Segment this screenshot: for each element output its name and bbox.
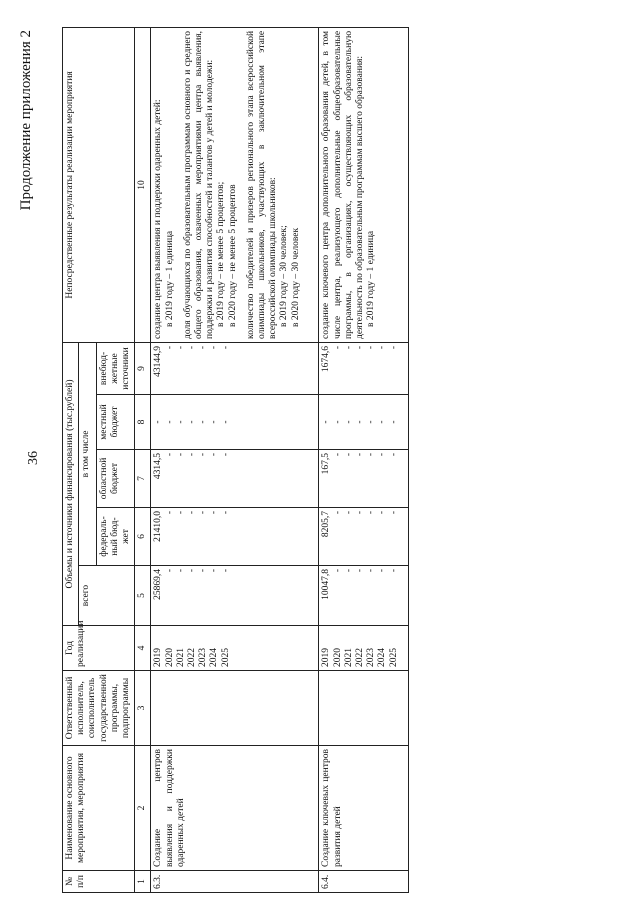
amount-value: - (355, 511, 366, 515)
result-text: в 2019 году – не менее 5 процентов; (216, 181, 227, 327)
amount-value: - (187, 420, 198, 424)
amount-value: - (153, 420, 164, 424)
row-number: 6.3. (151, 871, 319, 893)
year-value: 2020 (164, 648, 175, 667)
amount-value: - (187, 511, 198, 515)
header-extra: внебюд-жетные источники (96, 342, 135, 394)
col-number: 6 (135, 508, 151, 566)
header-regional: областной бюджет (96, 450, 135, 508)
amount-value: - (355, 420, 366, 424)
amount-value: - (198, 420, 209, 424)
regional-cell (151, 450, 319, 508)
amount-value: 43144,9 (153, 345, 164, 377)
amount-value: - (355, 569, 366, 573)
amount-value: - (343, 569, 354, 573)
year-value: 2023 (198, 648, 209, 667)
amount-value: - (187, 569, 198, 573)
amount-value: - (198, 345, 209, 350)
federal-cell (319, 508, 409, 566)
executor-cell (319, 671, 409, 746)
result-text: в 2020 году – не менее 5 процентов (227, 184, 238, 327)
amount-value: - (164, 569, 175, 573)
extra-cell (151, 342, 319, 394)
year-value: 2021 (343, 648, 354, 667)
header-federal: федераль-ный бюд-жет (96, 508, 135, 566)
amount-value: - (366, 511, 377, 515)
amount-value: - (332, 345, 343, 350)
amount-value: - (343, 420, 354, 424)
total-cell (319, 566, 409, 626)
amount-value: - (377, 453, 388, 457)
col-number: 3 (135, 671, 151, 746)
amount-value: - (332, 511, 343, 515)
header-financing: Объемы и источники финансирования (тыс.рублей) (63, 342, 79, 625)
total-cell (151, 566, 319, 626)
amount-value: - (366, 569, 377, 573)
amount-value: 8205,7 (321, 511, 332, 538)
table-row (151, 27, 319, 892)
amount-value: - (388, 420, 399, 424)
amount-value: 25869,4 (153, 569, 164, 600)
page-number: 36 (26, 451, 41, 465)
amount-value: 167,5 (321, 453, 332, 475)
year-value: 2022 (187, 648, 198, 667)
header-name: Наименование основного мероприятия, мероприятия (63, 746, 135, 871)
amount-value: - (220, 511, 231, 515)
amount-value: - (388, 453, 399, 457)
amount-value: - (164, 345, 175, 350)
header-total: всего (79, 566, 135, 626)
amount-value: - (343, 511, 354, 515)
header-executor: Ответственный исполнитель, соисполнитель государственной программы, подпрограммы (63, 671, 135, 746)
amount-value: - (366, 453, 377, 457)
result-text: количество победителей и призеров регионального этапа всероссийской олимпиады школьников, участвующих в заключительном этапе всероссийской олимпиады школьников: (245, 30, 279, 339)
result-text: создание центра выявления и поддержки одаренных детей: (153, 99, 164, 339)
amount-value: - (209, 569, 220, 573)
amount-value: - (355, 345, 366, 350)
year-value: 2019 (153, 648, 164, 667)
amount-value: - (377, 511, 388, 515)
amount-value: - (164, 453, 175, 457)
result-text: в 2019 году – 1 единица (164, 230, 175, 327)
result-text: доля обучающихся по образовательным программам основного и среднего общего образования, охваченных мероприятиями центра выявления, поддержки и развития способностей и талантов у детей и молодежи: (182, 30, 216, 339)
amount-value: - (198, 569, 209, 573)
financing-table (62, 27, 409, 893)
appendix-title: Продолжение приложения 2 (18, 30, 34, 211)
amount-value: - (332, 420, 343, 424)
header-year: Год реализации (63, 626, 135, 671)
col-number: 10 (135, 27, 151, 342)
amount-value: - (220, 453, 231, 457)
measure-name: Создание ключевых центров развития детей (319, 746, 409, 871)
amount-value: - (377, 345, 388, 350)
amount-value: - (343, 453, 354, 457)
amount-value: - (220, 420, 231, 424)
header-incl: в том числе (79, 342, 96, 565)
years-cell (151, 626, 319, 671)
regional-cell (319, 450, 409, 508)
amount-value: - (388, 345, 399, 350)
amount-value: - (355, 453, 366, 457)
row-number: 6.4. (319, 871, 409, 893)
amount-value: 4314,5 (153, 453, 164, 480)
amount-value: - (388, 569, 399, 573)
result-text: создание ключевого центра дополнительного образования детей, в том числе центра, реализующего дополнительные общеобразовательные программы, в организациях, осуществляющих образовательную деятельность по образовательным программам высшего образования: (321, 30, 366, 339)
amount-value: - (164, 511, 175, 515)
year-value: 2024 (377, 648, 388, 667)
amount-value: - (220, 345, 231, 350)
result-text: в 2019 году – 30 человек; (279, 225, 290, 327)
col-number: 9 (135, 342, 151, 394)
result-text: в 2019 году – 1 единица (366, 230, 377, 327)
amount-value: - (175, 569, 186, 573)
col-number: 1 (135, 871, 151, 893)
amount-value: - (343, 345, 354, 350)
federal-cell (151, 508, 319, 566)
amount-value: - (388, 511, 399, 515)
amount-value: - (175, 511, 186, 515)
amount-value: - (332, 569, 343, 573)
col-number: 8 (135, 395, 151, 450)
header-local: местный бюджет (96, 395, 135, 450)
col-number: 5 (135, 566, 151, 626)
amount-value: - (321, 420, 332, 424)
local-cell (151, 395, 319, 450)
year-value: 2025 (220, 648, 231, 667)
header-results: Непосредственные результаты реализации мероприятия (63, 27, 135, 342)
local-cell (319, 395, 409, 450)
header-num: № п/п (63, 871, 135, 893)
year-value: 2022 (355, 648, 366, 667)
amount-value: - (220, 569, 231, 573)
amount-value: 1674,6 (321, 345, 332, 373)
year-value: 2021 (175, 648, 186, 667)
extra-cell (319, 342, 409, 394)
amount-value: - (164, 420, 175, 424)
amount-value: - (209, 420, 220, 424)
results-cell (319, 27, 409, 342)
amount-value: - (209, 453, 220, 457)
col-number: 2 (135, 746, 151, 871)
amount-value: - (366, 345, 377, 350)
year-value: 2024 (209, 648, 220, 667)
amount-value: - (377, 420, 388, 424)
year-value: 2019 (321, 648, 332, 667)
year-value: 2023 (366, 648, 377, 667)
amount-value: 21410,0 (153, 511, 164, 542)
amount-value: - (175, 345, 186, 350)
amount-value: - (175, 453, 186, 457)
amount-value: 10047,8 (321, 569, 332, 600)
amount-value: - (198, 453, 209, 457)
amount-value: - (175, 420, 186, 424)
amount-value: - (209, 511, 220, 515)
years-cell (319, 626, 409, 671)
amount-value: - (377, 569, 388, 573)
col-number: 4 (135, 626, 151, 671)
table-row (319, 27, 409, 892)
results-cell (151, 27, 319, 342)
amount-value: - (187, 453, 198, 457)
amount-value: - (332, 453, 343, 457)
amount-value: - (198, 511, 209, 515)
year-value: 2025 (388, 648, 399, 667)
amount-value: - (209, 345, 220, 350)
executor-cell (151, 671, 319, 746)
amount-value: - (366, 420, 377, 424)
year-value: 2020 (332, 648, 343, 667)
amount-value: - (187, 345, 198, 350)
col-number: 7 (135, 450, 151, 508)
result-text: в 2020 году – 30 человек (290, 227, 301, 327)
measure-name: Создание центров выявления и поддержки одаренных детей (151, 746, 319, 871)
